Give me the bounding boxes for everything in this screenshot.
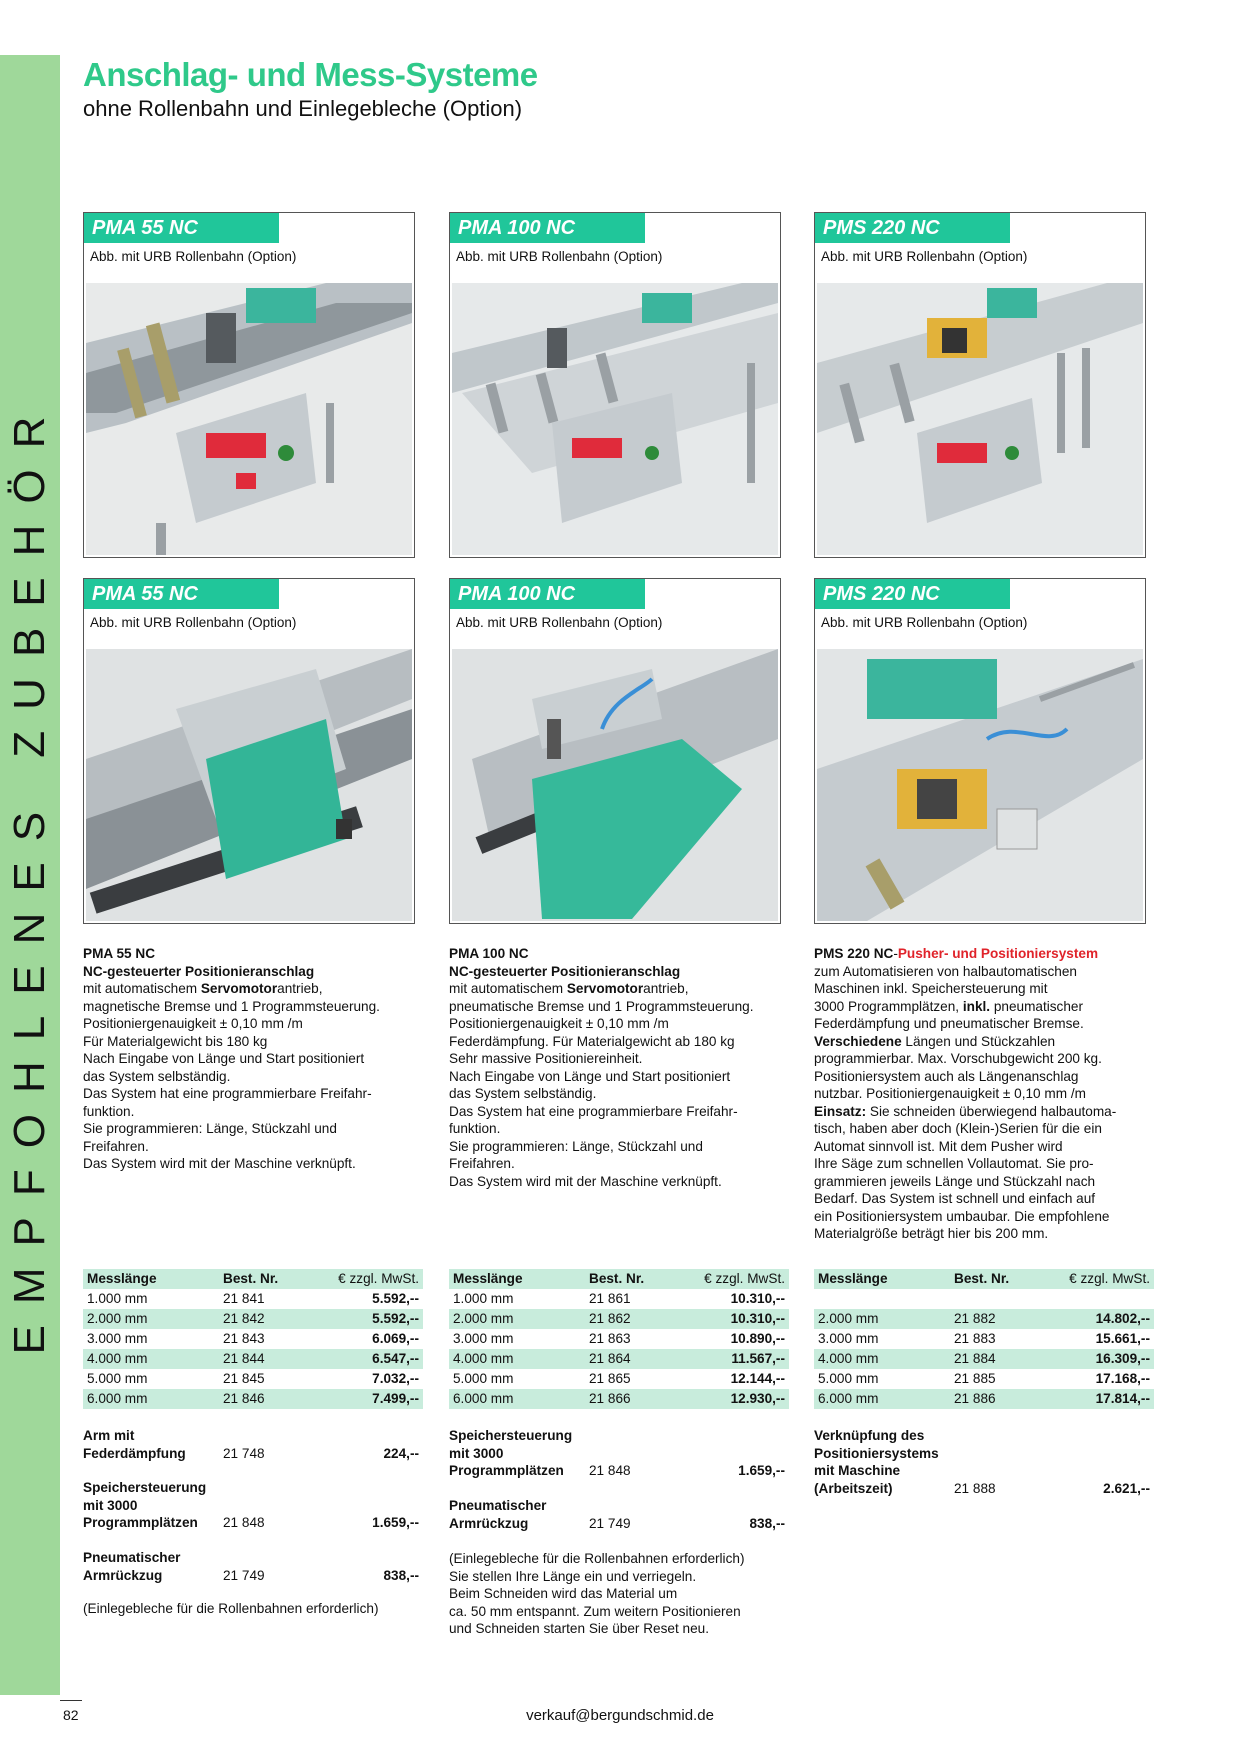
cell-order-nr: 21 845 [223,1371,265,1386]
product-photo [86,649,412,921]
desc-text: Sie schneiden überwiegend halbautoma- [866,1103,1117,1119]
cell-length: 1.000 mm [87,1291,148,1306]
table-row [449,1329,789,1349]
desc-line: Freifahren. [83,1138,149,1154]
table-row [814,1389,1154,1409]
card-label: PMA 55 NC [84,213,279,243]
note-line: (Einlegebleche für die Rollenbahnen erforderlich) [449,1551,745,1566]
col-header: Messlänge [453,1271,523,1286]
table-row [83,1349,423,1369]
description-pma100 [449,945,809,1190]
product-photo [817,283,1143,555]
desc-line: Federdämpfung und pneumatischer Bremse. [814,1016,1084,1031]
card-label: PMA 55 NC [84,579,279,609]
acc-label: Federdämpfung [83,1445,186,1461]
product-photo [817,649,1143,921]
cell-length: 5.000 mm [818,1371,879,1386]
cell-length: 5.000 mm [453,1371,514,1386]
desc-line: ein Positioniersystem umbaubar. Die empfohlene [814,1208,1110,1224]
desc-text: Längen und Stückzahlen [901,1033,1056,1049]
desc-title: PMA 55 NC [83,946,156,961]
cell-order-nr: 21 861 [589,1291,631,1306]
desc-line: Automat sinnvoll ist. Mit dem Pusher wird [814,1138,1063,1154]
desc-line: Das System hat eine programmierbare Freifahr- [449,1103,738,1119]
acc-order-nr: 21 749 [589,1515,631,1531]
col-header: € zzgl. MwSt. [1069,1271,1150,1286]
acc-label: mit 3000 [449,1445,504,1461]
desc-line: Freifahren. [449,1156,515,1171]
desc-text: mit automatischem [83,981,201,996]
product-card-pms220-2 [814,578,1146,924]
card-caption: Abb. mit URB Rollenbahn (Option) [456,615,663,630]
card-caption: Abb. mit URB Rollenbahn (Option) [821,615,1028,630]
acc-order-nr: 21 749 [223,1567,265,1583]
desc-text: mit automatischem [449,981,567,996]
cell-length: 3.000 mm [818,1331,879,1346]
cell-order-nr: 21 882 [954,1311,996,1326]
cell-price: 6.547,-- [372,1351,419,1366]
acc-price: 838,-- [749,1515,785,1531]
card-caption: Abb. mit URB Rollenbahn (Option) [90,615,297,630]
cell-order-nr: 21 865 [589,1371,631,1386]
cell-order-nr: 21 846 [223,1391,265,1406]
desc-line: programmierbar. Max. Vorschubgewicht 200 kg. [814,1051,1102,1066]
cell-length: 6.000 mm [87,1391,148,1406]
note-inserts-operation [449,1550,744,1638]
desc-line: Positioniergenauigkeit ± 0,10 mm /m [449,1016,669,1031]
note-line: Sie stellen Ihre Länge ein und verriegeln. [449,1568,697,1584]
product-photo [452,283,778,555]
accessory-memory-control [449,1427,789,1480]
cell-length: 3.000 mm [453,1331,514,1346]
product-card-pma100-1 [449,212,781,558]
cell-order-nr: 21 885 [954,1371,996,1386]
desc-line: Sie programmieren: Länge, Stückzahl und [449,1138,703,1154]
cell-length: 4.000 mm [818,1351,879,1366]
desc-line: tisch, haben aber doch (Klein-)Serien für die ein [814,1121,1102,1136]
col-header: € zzgl. MwSt. [704,1271,785,1286]
acc-label: (Arbeitszeit) [814,1480,893,1496]
desc-title: PMS 220 NC [814,946,894,961]
col-header: Best. Nr. [223,1271,279,1286]
acc-label: Pneumatischer [83,1550,181,1565]
footer-divider [60,1700,82,1701]
card-label: PMA 100 NC [450,213,645,243]
cell-length: 3.000 mm [87,1331,148,1346]
desc-line: das System selbständig. [83,1068,231,1084]
accessory-machine-link [814,1427,1154,1497]
cell-price: 17.168,-- [1095,1371,1150,1386]
desc-line: funktion. [449,1121,501,1136]
desc-text: Servomotor [566,981,644,996]
acc-price: 224,-- [383,1445,419,1461]
desc-line: das System selbständig. [449,1086,597,1101]
cell-price: 12.930,-- [730,1391,785,1406]
price-table-pma55 [83,1269,423,1409]
cell-price: 10.310,-- [730,1311,785,1326]
desc-line: magnetische Bremse und 1 Programmsteuerung. [83,998,380,1014]
table-header [83,1269,423,1289]
table-header [449,1269,789,1289]
desc-line: Positioniersystem auch als Längenanschlag [814,1068,1079,1084]
table-row [83,1329,423,1349]
cell-length: 2.000 mm [453,1311,514,1326]
cell-price: 5.592,-- [372,1291,419,1306]
product-card-pma100-2 [449,578,781,924]
desc-line: Positioniergenauigkeit ± 0,10 mm /m [83,1016,303,1031]
cell-length: 6.000 mm [818,1391,879,1406]
sidebar-label: EMPFOHLENES ZUBEHÖR [5,395,54,1355]
cell-price: 7.032,-- [372,1371,419,1386]
desc-text: inkl. [962,998,991,1014]
col-header: Messlänge [818,1271,888,1286]
desc-line: Nach Eingabe von Länge und Start positioniert [83,1051,365,1066]
page-subtitle: ohne Rollenbahn und Einlegebleche (Option) [83,96,523,121]
table-row-empty [814,1289,1154,1309]
desc-text: Servomotor [200,981,278,996]
cell-length: 1.000 mm [453,1291,514,1306]
table-row [83,1289,423,1309]
desc-text: Verschiedene [814,1033,902,1049]
desc-title-highlight: Pusher- und Positioniersystem [897,946,1099,961]
desc-subtitle: NC-gesteuerter Positionieranschlag [449,963,681,979]
cell-price: 10.890,-- [730,1331,785,1346]
acc-label: Programmplätzen [449,1463,564,1478]
acc-label: Pneumatischer [449,1498,547,1513]
desc-title: PMA 100 NC [449,946,529,961]
cell-price: 10.310,-- [730,1291,785,1306]
cell-order-nr: 21 841 [223,1291,265,1306]
desc-line: Sehr massive Positioniereinheit. [449,1051,643,1066]
desc-line: Materialgröße beträgt hier bis 200 mm. [814,1226,1049,1241]
acc-order-nr: 21 888 [954,1480,996,1496]
product-card-pma55-1 [83,212,415,558]
card-label: PMS 220 NC [815,579,1010,609]
desc-line: Nach Eingabe von Länge und Start positioniert [449,1068,731,1084]
table-row [449,1289,789,1309]
acc-price: 1.659,-- [372,1515,419,1530]
acc-order-nr: 21 848 [223,1515,265,1530]
acc-price: 838,-- [383,1567,419,1583]
product-card-pma55-2 [83,578,415,924]
acc-label: Positioniersystems [814,1445,939,1461]
description-pms220 [814,945,1154,1243]
note-inserts: (Einlegebleche für die Rollenbahnen erforderlich) [83,1601,379,1616]
accessory-pneumatic-retract [83,1549,423,1584]
cell-order-nr: 21 886 [954,1391,996,1406]
card-label: PMA 100 NC [450,579,645,609]
desc-line: Für Materialgewicht bis 180 kg [83,1033,268,1049]
acc-price: 2.621,-- [1103,1480,1150,1496]
card-caption: Abb. mit URB Rollenbahn (Option) [821,249,1028,264]
table-header [814,1269,1154,1289]
cell-length: 4.000 mm [87,1351,148,1366]
card-caption: Abb. mit URB Rollenbahn (Option) [456,249,663,264]
desc-line: funktion. [83,1103,135,1119]
desc-text: antrieb, [643,981,689,996]
accessory-memory-control [83,1479,423,1532]
price-table-pms220 [814,1269,1154,1409]
cell-price: 12.144,-- [730,1371,785,1386]
col-header: € zzgl. MwSt. [338,1271,419,1286]
acc-label: Armrückzug [83,1567,163,1583]
cell-order-nr: 21 863 [589,1331,631,1346]
acc-order-nr: 21 848 [589,1463,631,1478]
table-row [83,1369,423,1389]
desc-subtitle: NC-gesteuerter Positionieranschlag [83,963,315,979]
cell-order-nr: 21 842 [223,1311,265,1326]
cell-length: 2.000 mm [87,1311,148,1326]
desc-line: zum Automatisieren von halbautomatischen [814,963,1077,979]
cell-order-nr: 21 884 [954,1351,996,1366]
desc-line: Das System wird mit der Maschine verknüpft. [449,1173,722,1189]
product-card-pms220-1 [814,212,1146,558]
col-header: Messlänge [87,1271,157,1286]
table-row [449,1309,789,1329]
acc-label: Programmplätzen [83,1515,198,1530]
acc-price: 1.659,-- [738,1463,785,1478]
product-photo [452,649,778,921]
table-row [449,1349,789,1369]
card-caption: Abb. mit URB Rollenbahn (Option) [90,249,297,264]
cell-price: 11.567,-- [731,1351,785,1366]
cell-price: 17.814,-- [1095,1391,1150,1406]
desc-text: Einsatz: [814,1103,867,1119]
col-header: Best. Nr. [589,1271,645,1286]
cell-length: 5.000 mm [87,1371,148,1386]
page-title: Anschlag- und Mess-Systeme [83,56,538,93]
desc-line: pneumatische Bremse und 1 Programmsteuerung. [449,998,754,1014]
table-row [814,1329,1154,1349]
desc-line: Bedarf. Das System ist schnell und einfach auf [814,1191,1096,1206]
table-row [814,1369,1154,1389]
note-line: Beim Schneiden wird das Material um [449,1586,678,1601]
table-row [814,1309,1154,1329]
desc-line: Maschinen inkl. Speichersteuerung mit [814,981,1048,996]
desc-line: Ihre Säge zum schnellen Vollautomat. Sie pro- [814,1156,1094,1171]
description-pma55 [83,945,443,1173]
acc-label: Verknüpfung des [814,1428,925,1443]
sidebar-band [0,55,60,1695]
cell-order-nr: 21 866 [589,1391,631,1406]
desc-text: - [893,946,898,961]
cell-price: 16.309,-- [1095,1351,1150,1366]
cell-length: 6.000 mm [453,1391,514,1406]
table-row [83,1389,423,1409]
footer-email[interactable]: verkauf@bergundschmid.de [526,1707,714,1724]
table-row [449,1369,789,1389]
col-header: Best. Nr. [954,1271,1010,1286]
cell-order-nr: 21 862 [589,1311,631,1326]
desc-line: nutzbar. Positioniergenauigkeit ± 0,10 mm /m [814,1086,1086,1101]
page-number: 82 [63,1707,79,1723]
product-photo [86,283,412,555]
cell-price: 5.592,-- [372,1311,419,1326]
accessory-pneumatic-retract [449,1497,789,1532]
desc-line: grammieren jeweils Länge und Stückzahl nach [814,1173,1096,1189]
desc-text: antrieb, [277,981,323,996]
acc-label: Speichersteuerung [83,1480,207,1495]
cell-price: 15.661,-- [1095,1331,1150,1346]
table-row [83,1309,423,1329]
cell-order-nr: 21 844 [223,1351,265,1366]
acc-label: Armrückzug [449,1515,529,1531]
cell-order-nr: 21 883 [954,1331,996,1346]
cell-price: 7.499,-- [372,1391,419,1406]
acc-label: Arm mit [83,1428,135,1443]
desc-line: Sie programmieren: Länge, Stückzahl und [83,1121,337,1136]
desc-text: 3000 Programmplätzen, [814,998,963,1014]
cell-order-nr: 21 843 [223,1331,265,1346]
cell-order-nr: 21 864 [589,1351,631,1366]
cell-price: 6.069,-- [372,1331,419,1346]
note-line: und Schneiden starten Sie über Reset neu. [449,1621,709,1636]
desc-line: Das System hat eine programmierbare Freifahr- [83,1086,372,1101]
acc-label: mit Maschine [814,1463,901,1478]
desc-line: Das System wird mit der Maschine verknüpft. [83,1156,356,1171]
desc-line: Federdämpfung. Für Materialgewicht ab 180 kg [449,1033,735,1049]
acc-order-nr: 21 748 [223,1445,265,1461]
note-line: ca. 50 mm entspannt. Zum weitern Positionieren [449,1603,741,1619]
cell-length: 4.000 mm [453,1351,514,1366]
acc-label: mit 3000 [83,1497,138,1513]
desc-text: pneumatischer [990,998,1084,1014]
price-table-pma100 [449,1269,789,1409]
table-row [814,1349,1154,1369]
card-label: PMS 220 NC [815,213,1010,243]
cell-price: 14.802,-- [1095,1311,1150,1326]
table-row [449,1389,789,1409]
accessory-arm [83,1427,423,1462]
acc-label: Speichersteuerung [449,1428,573,1443]
cell-length: 2.000 mm [818,1311,879,1326]
